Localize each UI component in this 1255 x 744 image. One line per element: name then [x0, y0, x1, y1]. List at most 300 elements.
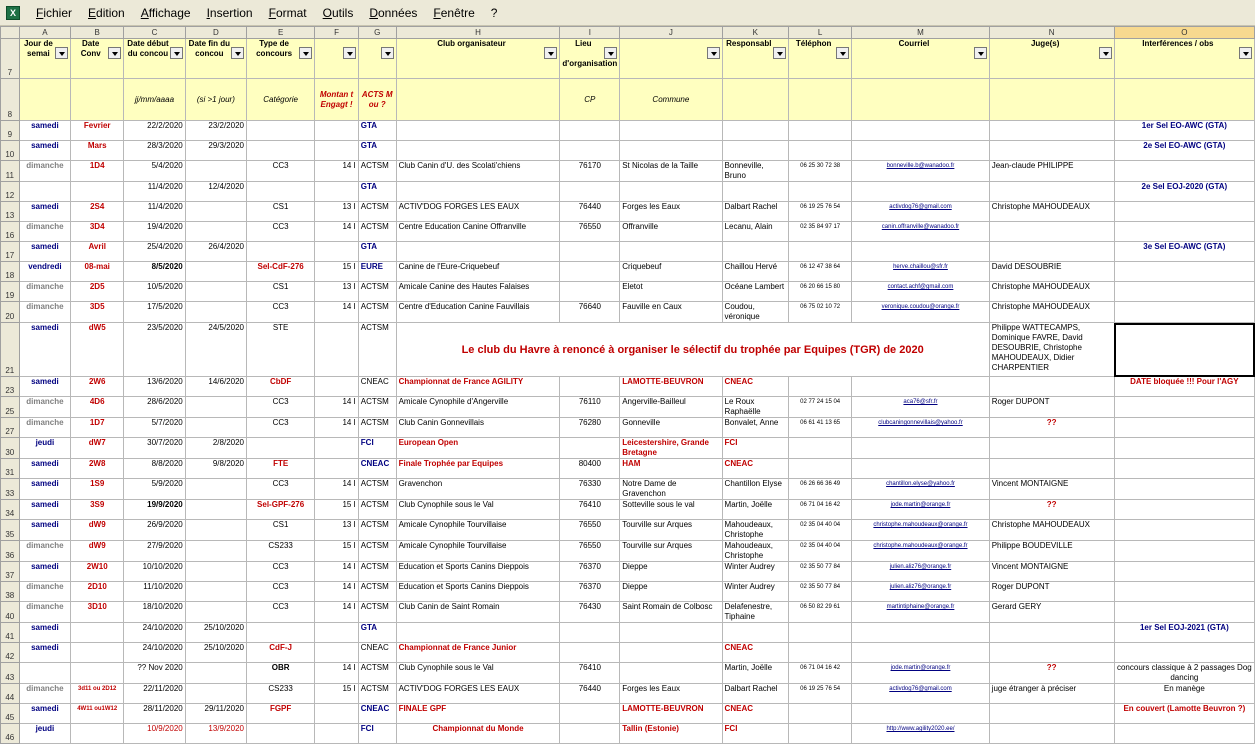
cell-o[interactable] [1114, 161, 1254, 182]
cell-b[interactable]: 2D5 [71, 282, 124, 302]
cell-h[interactable]: FINALE GPF [396, 704, 560, 724]
cell-l[interactable] [789, 377, 852, 397]
menu-format[interactable]: Format [268, 5, 307, 20]
cell-c[interactable]: 18/10/2020 [124, 602, 186, 623]
cell-j[interactable]: St Nicolas de la Taille [620, 161, 722, 182]
cell-l[interactable]: 06 75 02 10 72 [789, 302, 852, 323]
cell-k[interactable]: FCI [722, 438, 788, 459]
cell-d[interactable]: 25/10/2020 [185, 623, 246, 643]
cell-h[interactable] [396, 623, 560, 643]
cell-e[interactable]: CC3 [246, 222, 314, 242]
cell-j[interactable]: Leicestershire, Grande Bretagne [620, 438, 722, 459]
cell-m[interactable]: canin.offranville@wanadoo.fr [852, 222, 989, 242]
column-header-k[interactable]: K [722, 27, 788, 39]
cell-k[interactable]: Winter Audrey [722, 582, 788, 602]
menu-fichier[interactable]: Fichier [36, 5, 73, 20]
cell-l[interactable] [789, 643, 852, 663]
cell-m[interactable]: herve.chaillou@sfr.fr [852, 262, 989, 282]
cell-e[interactable]: CdF-J [246, 643, 314, 663]
filter-dropdown-button[interactable] [231, 47, 244, 59]
cell-k[interactable]: Delafenestre, Tiphaine [722, 602, 788, 623]
cell-l[interactable]: 06 12 47 38 64 [789, 262, 852, 282]
cell-b[interactable]: dW9 [71, 541, 124, 562]
row-header[interactable]: 38 [1, 582, 20, 602]
cell-b[interactable]: 3d11 ou 2D12 [71, 684, 124, 704]
cell-g[interactable]: GTA [358, 623, 396, 643]
row-header[interactable]: 17 [1, 242, 20, 262]
cell-e[interactable]: CC3 [246, 479, 314, 500]
cell-n[interactable]: Christophe MAHOUDEAUX [989, 202, 1114, 222]
row-header[interactable]: 45 [1, 704, 20, 724]
cell-b[interactable] [71, 643, 124, 663]
filter-dropdown-button[interactable] [544, 47, 557, 59]
cell-a[interactable]: jeudi [19, 724, 71, 744]
cell-i[interactable] [560, 182, 620, 202]
filter-dropdown-button[interactable] [381, 47, 394, 59]
cell-f[interactable]: 14 I [315, 602, 359, 623]
cell-m[interactable]: julien.aliz76@orange.fr [852, 562, 989, 582]
cell-n[interactable] [989, 623, 1114, 643]
column-header-n[interactable]: N [989, 27, 1114, 39]
cell-c[interactable]: 8/8/2020 [124, 459, 186, 479]
cell-g[interactable]: ACTSM [358, 684, 396, 704]
cell-e[interactable] [246, 242, 314, 262]
cell-d[interactable] [185, 302, 246, 323]
cell-k[interactable] [722, 623, 788, 643]
row-header[interactable]: 30 [1, 438, 20, 459]
cell-e[interactable]: CS1 [246, 282, 314, 302]
cell-k[interactable]: CNEAC [722, 704, 788, 724]
cell-e[interactable]: OBR [246, 663, 314, 684]
row-header[interactable]: 10 [1, 141, 20, 161]
cell-c[interactable]: 5/7/2020 [124, 418, 186, 438]
cell-a[interactable]: dimanche [19, 541, 71, 562]
row-header[interactable]: 12 [1, 182, 20, 202]
cell-f[interactable]: 13 I [315, 282, 359, 302]
cell-a[interactable]: samedi [19, 242, 71, 262]
cell-d[interactable] [185, 602, 246, 623]
cell-m[interactable]: activdog76@gmail.com [852, 684, 989, 704]
cell-i[interactable] [560, 141, 620, 161]
cell-o[interactable] [1114, 724, 1254, 744]
cell-g[interactable]: ACTSM [358, 541, 396, 562]
cell-l[interactable]: 02 35 04 40 04 [789, 520, 852, 541]
cell-d[interactable] [185, 582, 246, 602]
cell-j[interactable]: Saint Romain de Colbosc [620, 602, 722, 623]
cell-i[interactable]: 76410 [560, 663, 620, 684]
cell-o[interactable] [1114, 459, 1254, 479]
cell-b[interactable]: dW5 [71, 323, 124, 377]
cell-g[interactable]: ACTSM [358, 663, 396, 684]
cell-b[interactable] [71, 724, 124, 744]
cell-a[interactable]: dimanche [19, 222, 71, 242]
cell-k[interactable] [722, 182, 788, 202]
cell-h[interactable]: European Open [396, 438, 560, 459]
cell-e[interactable]: CC3 [246, 562, 314, 582]
cell-d[interactable] [185, 520, 246, 541]
cell-n[interactable] [989, 141, 1114, 161]
menu-outils[interactable]: Outils [322, 5, 354, 20]
cell-e[interactable]: CS1 [246, 202, 314, 222]
cell-a[interactable]: samedi [19, 623, 71, 643]
excel-icon[interactable]: X [6, 6, 20, 20]
cell-d[interactable] [185, 262, 246, 282]
cell-g[interactable]: ACTSM [358, 222, 396, 242]
cell-l[interactable]: 06 25 30 72 38 [789, 161, 852, 182]
filter-dropdown-button[interactable] [974, 47, 987, 59]
cell-n[interactable] [989, 724, 1114, 744]
cell-i[interactable] [560, 704, 620, 724]
cell-e[interactable]: CC3 [246, 582, 314, 602]
cell-j[interactable]: Sotteville sous le val [620, 500, 722, 520]
cell-n[interactable] [989, 438, 1114, 459]
cell-j[interactable] [620, 182, 722, 202]
cell-k[interactable]: Martin, Joëlle [722, 500, 788, 520]
cell-a[interactable]: dimanche [19, 602, 71, 623]
cell-o[interactable] [1114, 602, 1254, 623]
cell-b[interactable]: 2W8 [71, 459, 124, 479]
cell-k[interactable]: Bonvalet, Anne [722, 418, 788, 438]
cell-n[interactable]: Christophe MAHOUDEAUX [989, 282, 1114, 302]
filter-dropdown-button[interactable] [707, 47, 720, 59]
cell-l[interactable] [789, 724, 852, 744]
cell-d[interactable] [185, 500, 246, 520]
cell-h[interactable]: Canine de l'Eure-Criquebeuf [396, 262, 560, 282]
cell-h[interactable]: Club Canin Gonnevillais [396, 418, 560, 438]
cell-e[interactable] [246, 182, 314, 202]
cell-b[interactable]: 3S9 [71, 500, 124, 520]
cell-a[interactable]: dimanche [19, 397, 71, 418]
cell-g[interactable]: ACTSM [358, 302, 396, 323]
cell-b[interactable]: 3D4 [71, 222, 124, 242]
cell-b[interactable]: Fevrier [71, 121, 124, 141]
filter-dropdown-button[interactable] [1099, 47, 1112, 59]
cell-f[interactable] [315, 121, 359, 141]
cell-m[interactable]: bonneville.b@wanadoo.fr [852, 161, 989, 182]
cell-n[interactable] [989, 222, 1114, 242]
cell-j[interactable] [620, 663, 722, 684]
cell-n[interactable] [989, 459, 1114, 479]
cell-o[interactable]: En couvert (Lamotte Beuvron ?) [1114, 704, 1254, 724]
cell-o[interactable]: 3e Sel EO-AWC (GTA) [1114, 242, 1254, 262]
cell-b[interactable]: 2W10 [71, 562, 124, 582]
cell-k[interactable]: Dalbart Rachel [722, 684, 788, 704]
cell-h[interactable] [396, 182, 560, 202]
cell-j[interactable]: Fauville en Caux [620, 302, 722, 323]
cell-j[interactable]: HAM [620, 459, 722, 479]
cell-o[interactable] [1114, 302, 1254, 323]
cell-o[interactable] [1114, 222, 1254, 242]
cell-f[interactable]: 14 I [315, 479, 359, 500]
cell-i[interactable]: 76440 [560, 202, 620, 222]
cell-i[interactable] [560, 121, 620, 141]
cell-n[interactable]: Philippe WATTECAMPS, Dominique FAVRE, David DESOUBRIE, Christophe MAHOUDEAUX, Didier CHARPENTIER [989, 323, 1114, 377]
cell-o[interactable]: DATE bloquée !!! Pour l'AGY [1114, 377, 1254, 397]
cell-f[interactable] [315, 459, 359, 479]
cell-c[interactable]: 17/5/2020 [124, 302, 186, 323]
filter-dropdown-button[interactable] [836, 47, 849, 59]
cell-l[interactable]: 06 20 66 15 80 [789, 282, 852, 302]
cell-c[interactable]: 30/7/2020 [124, 438, 186, 459]
row-header[interactable]: 8 [1, 79, 20, 121]
cell-k[interactable]: Winter Audrey [722, 562, 788, 582]
cell-n[interactable]: Vincent MONTAIGNE [989, 479, 1114, 500]
row-header[interactable]: 34 [1, 500, 20, 520]
cell-k[interactable]: Chaillou Hervé [722, 262, 788, 282]
cell-d[interactable] [185, 282, 246, 302]
cell-h[interactable]: ACTIV'DOG FORGES LES EAUX [396, 684, 560, 704]
cell-a[interactable]: dimanche [19, 418, 71, 438]
cell-a[interactable]: samedi [19, 141, 71, 161]
cell-a[interactable] [19, 663, 71, 684]
cell-f[interactable] [315, 377, 359, 397]
cell-f[interactable]: 14 I [315, 302, 359, 323]
cell-g[interactable]: GTA [358, 242, 396, 262]
cell-j[interactable] [620, 643, 722, 663]
cell-f[interactable]: 14 I [315, 562, 359, 582]
cell-c[interactable]: ?? Nov 2020 [124, 663, 186, 684]
cell-d[interactable]: 29/11/2020 [185, 704, 246, 724]
cell-h[interactable]: Championnat de France Junior [396, 643, 560, 663]
cell-n[interactable] [989, 182, 1114, 202]
cell-f[interactable]: 14 I [315, 161, 359, 182]
cell-n[interactable]: Roger DUPONT [989, 582, 1114, 602]
cell-m[interactable]: clubcaningonnevillais@yahoo.fr [852, 418, 989, 438]
cell-i[interactable] [560, 643, 620, 663]
cell-b[interactable]: 4D6 [71, 397, 124, 418]
cell-a[interactable]: samedi [19, 520, 71, 541]
cell-d[interactable] [185, 397, 246, 418]
cell-c[interactable]: 26/9/2020 [124, 520, 186, 541]
cell-g[interactable]: FCI [358, 724, 396, 744]
cell-n[interactable] [989, 377, 1114, 397]
row-header[interactable]: 9 [1, 121, 20, 141]
cell-e[interactable] [246, 438, 314, 459]
cell-g[interactable]: GTA [358, 121, 396, 141]
cell-e[interactable]: FTE [246, 459, 314, 479]
cell-a[interactable]: samedi [19, 500, 71, 520]
cell-m[interactable] [852, 704, 989, 724]
cell-c[interactable]: 10/10/2020 [124, 562, 186, 582]
cell-d[interactable] [185, 222, 246, 242]
cell-b[interactable]: 1D7 [71, 418, 124, 438]
cell-a[interactable]: samedi [19, 459, 71, 479]
row-header[interactable]: 35 [1, 520, 20, 541]
cell-h[interactable]: Le club du Havre à renoncé à organiser le sélectif du trophée par Equipes (TGR) de 2020 [396, 323, 989, 377]
cell-k[interactable]: FCI [722, 724, 788, 744]
menu-fentre[interactable]: Fenêtre [433, 5, 475, 20]
menu-donnes[interactable]: Données [369, 5, 418, 20]
menu-insertion[interactable]: Insertion [206, 5, 253, 20]
cell-o[interactable] [1114, 202, 1254, 222]
cell-c[interactable]: 28/3/2020 [124, 141, 186, 161]
row-header[interactable]: 21 [1, 323, 20, 377]
cell-b[interactable]: 08-mai [71, 262, 124, 282]
cell-j[interactable]: Criquebeuf [620, 262, 722, 282]
cell-c[interactable]: 25/4/2020 [124, 242, 186, 262]
cell-j[interactable]: Dieppe [620, 562, 722, 582]
cell-m[interactable] [852, 643, 989, 663]
cell-f[interactable] [315, 182, 359, 202]
cell-g[interactable]: ACTSM [358, 582, 396, 602]
cell-l[interactable]: 06 19 25 76 54 [789, 684, 852, 704]
cell-j[interactable]: Tourville sur Arques [620, 541, 722, 562]
cell-e[interactable]: CC3 [246, 397, 314, 418]
cell-o[interactable]: 1er Sel EOJ-2021 (GTA) [1114, 623, 1254, 643]
row-header[interactable]: 25 [1, 397, 20, 418]
cell-d[interactable]: 13/9/2020 [185, 724, 246, 744]
cell-g[interactable]: ACTSM [358, 161, 396, 182]
cell-j[interactable]: Forges les Eaux [620, 202, 722, 222]
cell-m[interactable]: aca76@sfr.fr [852, 397, 989, 418]
cell-a[interactable]: dimanche [19, 582, 71, 602]
row-header[interactable]: 46 [1, 724, 20, 744]
cell-n[interactable]: Roger DUPONT [989, 397, 1114, 418]
cell-a[interactable]: samedi [19, 377, 71, 397]
cell-b[interactable]: 3D10 [71, 602, 124, 623]
row-header[interactable]: 20 [1, 302, 20, 323]
cell-e[interactable]: CS1 [246, 520, 314, 541]
cell-m[interactable] [852, 182, 989, 202]
cell-l[interactable] [789, 459, 852, 479]
cell-g[interactable]: ACTSM [358, 520, 396, 541]
cell-c[interactable]: 24/10/2020 [124, 643, 186, 663]
cell-g[interactable]: ACTSM [358, 479, 396, 500]
cell-f[interactable]: 13 I [315, 202, 359, 222]
cell-m[interactable] [852, 623, 989, 643]
cell-d[interactable]: 12/4/2020 [185, 182, 246, 202]
cell-b[interactable] [71, 182, 124, 202]
column-header-a[interactable]: A [19, 27, 71, 39]
cell-k[interactable]: Bonneville, Bruno [722, 161, 788, 182]
cell-g[interactable]: GTA [358, 182, 396, 202]
cell-m[interactable] [852, 459, 989, 479]
cell-c[interactable]: 11/10/2020 [124, 582, 186, 602]
filter-dropdown-button[interactable] [299, 47, 312, 59]
cell-m[interactable]: jode.martin@orange.fr [852, 500, 989, 520]
column-header-d[interactable]: D [185, 27, 246, 39]
cell-a[interactable]: samedi [19, 202, 71, 222]
cell-b[interactable]: 1D4 [71, 161, 124, 182]
cell-m[interactable]: chantillon.elyse@yahoo.fr [852, 479, 989, 500]
filter-dropdown-button[interactable] [108, 47, 121, 59]
cell-c[interactable]: 5/9/2020 [124, 479, 186, 500]
cell-h[interactable] [396, 242, 560, 262]
cell-n[interactable] [989, 643, 1114, 663]
cell-j[interactable] [620, 242, 722, 262]
row-header[interactable]: 44 [1, 684, 20, 704]
cell-d[interactable] [185, 562, 246, 582]
cell-j[interactable]: Tourville sur Arques [620, 520, 722, 541]
cell-n[interactable]: ?? [989, 500, 1114, 520]
cell-j[interactable]: Tallin (Estonie) [620, 724, 722, 744]
cell-e[interactable] [246, 623, 314, 643]
cell-l[interactable]: 02 35 50 77 84 [789, 582, 852, 602]
cell-c[interactable]: 27/9/2020 [124, 541, 186, 562]
filter-dropdown-button[interactable] [170, 47, 183, 59]
cell-b[interactable]: 2S4 [71, 202, 124, 222]
cell-j[interactable]: Gonneville [620, 418, 722, 438]
row-header[interactable]: 13 [1, 202, 20, 222]
cell-o[interactable] [1114, 500, 1254, 520]
cell-k[interactable] [722, 121, 788, 141]
cell-g[interactable]: ACTSM [358, 602, 396, 623]
cell-f[interactable]: 14 I [315, 582, 359, 602]
cell-i[interactable]: 76430 [560, 602, 620, 623]
cell-b[interactable]: 1S9 [71, 479, 124, 500]
cell-c[interactable]: 28/11/2020 [124, 704, 186, 724]
cell-e[interactable] [246, 121, 314, 141]
cell-d[interactable] [185, 663, 246, 684]
cell-m[interactable] [852, 242, 989, 262]
row-header[interactable]: 36 [1, 541, 20, 562]
cell-j[interactable]: Offranville [620, 222, 722, 242]
cell-d[interactable]: 9/8/2020 [185, 459, 246, 479]
cell-g[interactable]: EURE [358, 262, 396, 282]
cell-f[interactable] [315, 323, 359, 377]
cell-h[interactable] [396, 141, 560, 161]
column-header-m[interactable]: M [852, 27, 989, 39]
cell-l[interactable]: 06 50 82 29 61 [789, 602, 852, 623]
cell-g[interactable]: FCI [358, 438, 396, 459]
cell-i[interactable] [560, 724, 620, 744]
cell-f[interactable]: 15 I [315, 541, 359, 562]
cell-m[interactable]: jode.martin@orange.fr [852, 663, 989, 684]
cell-d[interactable]: 26/4/2020 [185, 242, 246, 262]
column-header-h[interactable]: H [396, 27, 560, 39]
cell-h[interactable]: Championnat du Monde [396, 724, 560, 744]
cell-h[interactable]: Gravenchon [396, 479, 560, 500]
cell-o[interactable] [1114, 479, 1254, 500]
cell-l[interactable]: 06 71 04 16 42 [789, 500, 852, 520]
cell-d[interactable]: 23/2/2020 [185, 121, 246, 141]
cell-o[interactable]: 2e Sel EO-AWC (GTA) [1114, 141, 1254, 161]
cell-h[interactable]: Finale Trophée par Equipes [396, 459, 560, 479]
row-header[interactable]: 40 [1, 602, 20, 623]
cell-i[interactable]: 76550 [560, 541, 620, 562]
cell-n[interactable]: ?? [989, 418, 1114, 438]
cell-n[interactable]: Jean-claude PHILIPPE [989, 161, 1114, 182]
cell-a[interactable]: samedi [19, 643, 71, 663]
filter-dropdown-button[interactable] [343, 47, 356, 59]
column-header-e[interactable]: E [246, 27, 314, 39]
cell-b[interactable]: dW7 [71, 438, 124, 459]
cell-k[interactable]: Le Roux Raphaëlle [722, 397, 788, 418]
cell-i[interactable] [560, 377, 620, 397]
cell-b[interactable]: dW9 [71, 520, 124, 541]
cell-o[interactable]: 2e Sel EOJ-2020 (GTA) [1114, 182, 1254, 202]
cell-o[interactable] [1114, 262, 1254, 282]
cell-b[interactable]: Avril [71, 242, 124, 262]
cell-e[interactable]: STE [246, 323, 314, 377]
cell-e[interactable]: CS233 [246, 541, 314, 562]
row-header[interactable]: 42 [1, 643, 20, 663]
cell-e[interactable]: CC3 [246, 418, 314, 438]
cell-a[interactable]: dimanche [19, 302, 71, 323]
cell-o[interactable]: concours classique à 2 passages Dog dancing [1114, 663, 1254, 684]
cell-a[interactable] [19, 182, 71, 202]
cell-e[interactable] [246, 141, 314, 161]
row-header[interactable]: 33 [1, 479, 20, 500]
cell-o[interactable]: En manège [1114, 684, 1254, 704]
cell-g[interactable]: ACTSM [358, 562, 396, 582]
cell-k[interactable]: Mahoudeaux, Christophe [722, 520, 788, 541]
cell-c[interactable]: 23/5/2020 [124, 323, 186, 377]
cell-c[interactable]: 8/5/2020 [124, 262, 186, 282]
cell-n[interactable]: ?? [989, 663, 1114, 684]
cell-e[interactable]: CC3 [246, 602, 314, 623]
cell-o[interactable] [1114, 397, 1254, 418]
